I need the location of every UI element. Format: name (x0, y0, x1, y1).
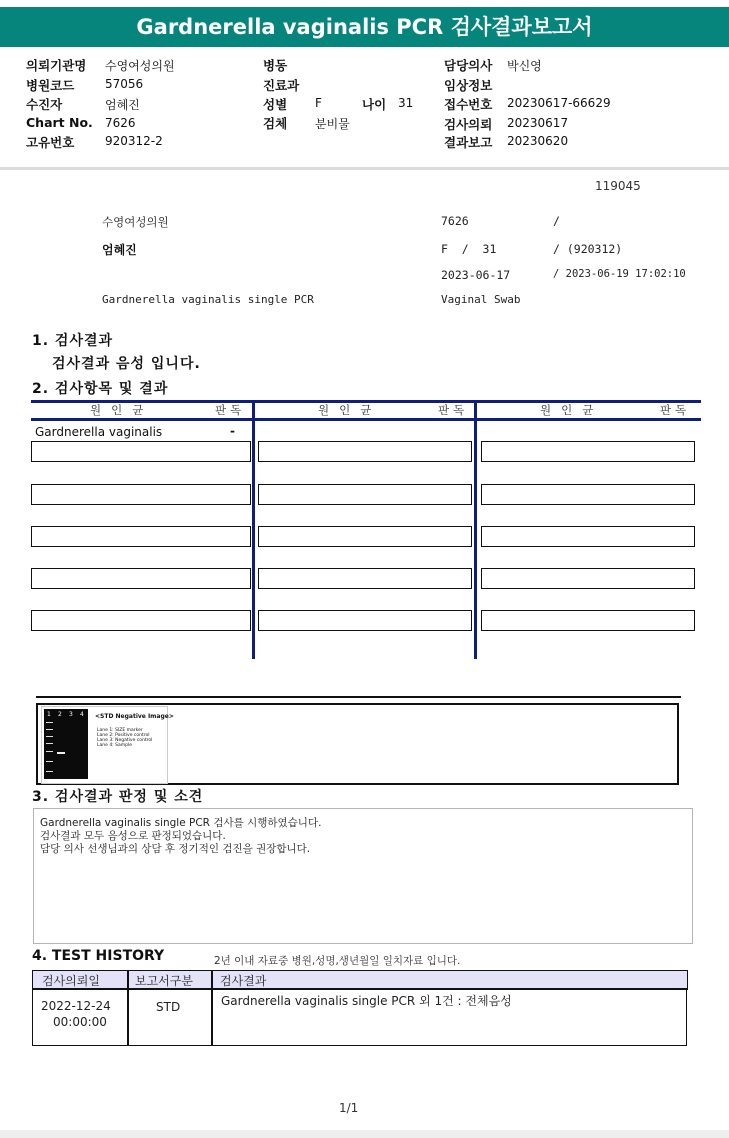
result-cell (258, 441, 472, 462)
history-header-row (32, 970, 688, 990)
result-cell (481, 484, 695, 505)
test-result-summary: 검사결과 음성 입니다. (52, 356, 201, 372)
col-header-bacteria: 원인균 (318, 403, 382, 417)
header-value: 수영여성의원 (105, 59, 175, 73)
header-label: 검체 (263, 116, 288, 131)
header-value: 920312-2 (105, 134, 163, 148)
history-header: 검사결과 (220, 974, 267, 988)
header-value: 분비물 (315, 117, 350, 131)
header-label: 결과보고 (444, 135, 493, 150)
report-title: Gardnerella vaginalis PCR 검사결과보고서 (0, 7, 729, 47)
header-label: 병원코드 (26, 78, 75, 93)
clinic-name: 수영여성의원 (102, 215, 169, 229)
specimen: Vaginal Swab (441, 293, 521, 306)
header-value: 20230617-66629 (507, 96, 611, 110)
result-cell (31, 568, 251, 589)
col-header-bacteria: 원인균 (90, 403, 154, 417)
history-date: 2022-12-24 (41, 999, 111, 1013)
page-number: 1/1 (339, 1101, 359, 1115)
receipt-date: 2023-06-17 (441, 268, 511, 282)
header-label: 진료과 (263, 78, 300, 93)
header-value: 엄혜진 (105, 98, 140, 112)
item-name: Gardnerella vaginalis (35, 425, 163, 439)
header-label: 성별 (263, 97, 288, 112)
result-cell (31, 484, 251, 505)
history-header: 검사의뢰일 (42, 974, 100, 988)
findings-box (33, 808, 693, 944)
result-cell (258, 484, 472, 505)
history-note: 2년 이내 자료중 병원,성명,생년월일 일치자료 입니다. (214, 955, 461, 967)
col-header-judgement: 판독 (660, 403, 691, 417)
patient-name: 엄혜진 (102, 243, 137, 257)
result-cell (481, 610, 695, 631)
footer-bar (0, 1130, 729, 1138)
header-value: F (315, 96, 322, 110)
header-value: 박신영 (507, 59, 542, 73)
header-label: 의뢰기관명 (26, 58, 87, 73)
header-label: 담당의사 (444, 58, 493, 73)
history-type: STD (156, 1000, 181, 1014)
header-label: 접수번호 (444, 97, 493, 112)
header-label: 임상정보 (444, 78, 493, 93)
report-datetime: / 2023-06-19 17:02:10 (553, 268, 686, 280)
result-cell (258, 610, 472, 631)
test-name: Gardnerella vaginalis single PCR (102, 293, 314, 306)
gel-legend: Lane 3: Negative control (97, 738, 153, 743)
lane-number: 2 (58, 711, 62, 718)
lane-number: 4 (80, 711, 84, 718)
header-value: 20230620 (507, 134, 569, 148)
finding-line: 검사결과 모두 음성으로 판정되었습니다. (40, 830, 226, 842)
history-result: Gardnerella vaginalis single PCR 외 1건 : 전체음성 (221, 994, 512, 1008)
id-number: 119045 (595, 179, 641, 193)
section2-title: 2. 검사항목 및 결과 (32, 381, 169, 397)
col-header-judgement: 판독 (215, 403, 246, 417)
section1-title: 1. 검사결과 (32, 333, 114, 349)
col-header-bacteria: 원인균 (540, 403, 604, 417)
gel-caption: <STD Negative Image> (95, 713, 174, 720)
header-value: 31 (398, 96, 414, 110)
result-cell (31, 526, 251, 547)
result-cell (31, 441, 251, 462)
result-cell (258, 568, 472, 589)
header-label: Chart No. (26, 115, 93, 130)
result-cell (481, 526, 695, 547)
section3-title: 3. 검사결과 판정 및 소견 (32, 789, 204, 805)
header-value: 7626 (105, 116, 136, 130)
header-value: 20230617 (507, 116, 569, 130)
history-time: 00:00:00 (53, 1015, 107, 1029)
sex-age: F / 31 (441, 242, 497, 256)
finding-line: Gardnerella vaginalis single PCR 검사를 시행하였습니다. (40, 817, 322, 829)
lane-number: 1 (47, 711, 51, 718)
result-cell (31, 610, 251, 631)
result-cell (481, 441, 695, 462)
lane-number: 3 (69, 711, 73, 718)
chart-number: 7626 (441, 214, 469, 228)
header-label: 수진자 (26, 97, 63, 112)
section4-title: 4. TEST HISTORY (32, 948, 165, 964)
header-label: 고유번호 (26, 135, 75, 150)
gel-legend: Lane 1: SIZE marker (97, 728, 143, 733)
gel-legend: Lane 4: Sample (97, 743, 132, 748)
gel-lanes (44, 709, 88, 779)
table-header-border (31, 418, 701, 421)
gel-divider (36, 696, 681, 698)
table-divider (474, 401, 477, 659)
result-cell (258, 526, 472, 547)
history-header: 보고서구분 (135, 974, 193, 988)
birth-date: / (920312) (553, 242, 623, 256)
header-value: 57056 (105, 77, 144, 91)
gel-image (41, 706, 174, 784)
table-divider (252, 401, 255, 659)
result-cell (481, 568, 695, 589)
item-result: - (230, 424, 235, 438)
separator: / (553, 214, 560, 228)
finding-line: 담당 의사 선생님과의 상담 후 정기적인 검진을 권장합니다. (40, 843, 311, 855)
col-header-judgement: 판독 (438, 403, 469, 417)
header-divider (0, 167, 729, 170)
gel-legend: Lane 2: Positive control (97, 733, 150, 738)
header-label: 나이 (362, 97, 387, 112)
header-label: 병동 (263, 58, 288, 73)
header-label: 검사의뢰 (444, 117, 493, 132)
